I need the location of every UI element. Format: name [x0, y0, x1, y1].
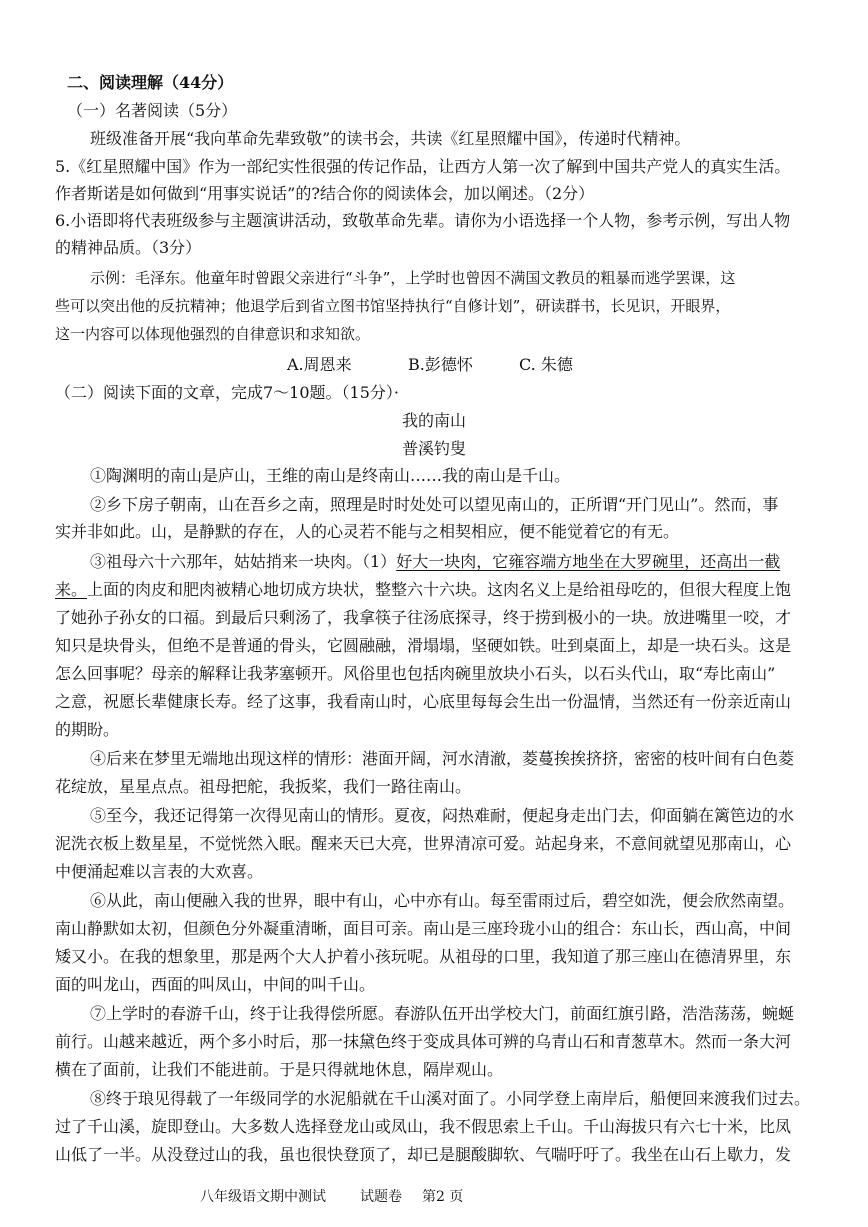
footer-page-number: 第2 页 — [422, 1189, 464, 1205]
article-title: 我的南山 — [401, 411, 466, 430]
example-line2: 些可以突出他的反抗精神；他退学后到省立图书馆坚持执行“自修计划”，研读群书，长见识，开眼界， — [55, 297, 731, 315]
article-author: 普溪钓叟 — [401, 439, 466, 458]
option-b: B.彭德怀 — [408, 355, 473, 374]
question-5-line1: 5.《红星照耀中国》作为一部纪实性很强的传记作品，让西方人第一次了解到中国共产党人的真实生活。 — [55, 157, 791, 176]
question-6-line2: 的精神品质。（3分） — [55, 238, 202, 257]
paragraph-8-line3: 山低了一半。从没登过山的我，虽也很快登顶了，却已是腿酸脚软、气喘吁吁了。我坐在山石上歇力，发 — [55, 1145, 792, 1164]
paragraph-4-line1: ④后来在梦里无端地出现这样的情形：港面开阔，河水清澈，菱蔓挨挨挤挤，密密的枝叶间有白色菱 — [90, 749, 795, 768]
paragraph-3-line2-text: 上面的肉皮和肥肉被精心地切成方块状，整整六十六块。这肉名义上是给祖母吃的，但很大程度上饱 — [87, 580, 792, 599]
option-c: C. 朱德 — [519, 355, 573, 374]
paragraph-5-line3: 中便涌起难以言表的大欢喜。 — [55, 862, 264, 881]
paragraph-5-line1: ⑤至今，我还记得第一次得见南山的情形。夏夜，闷热难耐，便起身走出门去，仰面躺在篱笆边的水 — [90, 806, 795, 825]
paragraph-3-line1 — [90, 552, 780, 572]
example-line1: 示例：毛泽东。他童年时曾跟父亲进行“斗争”，上学时也曾因不满国文教员的粗暴而逃学罢课，这 — [90, 269, 736, 287]
paragraph-6-line2: 南山静默如太初，但颜色分外凝重清晰，面目可亲。南山是三座玲珑小山的组合：东山长，西山高，中间 — [55, 919, 792, 938]
paragraph-3-line5: 怎么回事呢？母亲的解释让我茅塞顿开。风俗里也包括肉碗里放块小石头，以石头代山，取“寿比南山” — [55, 664, 776, 683]
paragraph-7-line2: 前行。山越来越近，两个多小时后，那一抹黛色终于变成具体可辨的乌青山石和青葱草木。然而一条大河 — [55, 1032, 792, 1051]
section-title: 二、阅读理解（44分） — [67, 73, 234, 92]
paragraph-3-line2 — [55, 580, 791, 600]
paragraph-3-line6: 之意，祝愿长辈健康长寿。经了这事，我看南山时，心底里每每会生出一份温情，当然还有一份亲近南山 — [55, 692, 792, 711]
paragraph-2-line1: ②乡下房子朝南，山在吾乡之南，照理是时时处处可以望见南山的，正所谓“开门见山”。然而，事 — [90, 495, 779, 514]
paragraph-4-line2: 花绽放，星星点点。祖母把舵，我扳桨，我们一路往南山。 — [55, 777, 472, 796]
question-5-line2: 作者斯诺是如何做到“用事实说话”的?结合你的阅读体会，加以阐述。（2分） — [55, 184, 595, 203]
paragraph-1: ①陶渊明的南山是庐山，王维的南山是终南山……我的南山是千山。 — [90, 466, 571, 485]
part1-title: （一）名著阅读（5分） — [67, 101, 238, 120]
part1-intro: 班级准备开展“我向革命先辈致敬”的读书会，共读《红星照耀中国》，传递时代精神。 — [90, 129, 691, 148]
example-line3: 这一内容可以体现他强烈的自律意识和求知欲。 — [55, 325, 371, 343]
paragraph-6-line1: ⑥从此，南山便融入我的世界，眼中有山，心中亦有山。每至雷雨过后，碧空如洗，便会欣然南望。 — [90, 891, 795, 910]
option-a: A.周恩来 — [287, 355, 352, 374]
paragraph-3-line4: 知只是块骨头，但绝不是普通的骨头，它圆融融，滑塌塌，坚硬如铁。吐到桌面上，却是一块石头。这是 — [55, 636, 792, 655]
part2-title: （二）阅读下面的文章，完成7～10题。（15分）· — [55, 383, 399, 402]
paragraph-7-line3: 横在了面前，让我们不能进前。于是只得就地休息，隔岸观山。 — [55, 1060, 504, 1079]
paragraph-6-line4: 面的叫龙山，西面的叫凤山，中间的叫千山。 — [55, 975, 376, 994]
footer-exam-name: 八年级语文期中测试 — [200, 1189, 326, 1205]
question-6-line1: 6.小语即将代表班级参与主题演讲活动，致敬革命先辈。请你为小语选择一个人物，参考示例，写出人物 — [55, 211, 791, 230]
underlined-sentence-1: 好大一块肉，它雍容端方地坐在大罗碗里，还高出一截 — [396, 552, 781, 571]
paragraph-2-line2: 实并非如此。山，是静默的存在，人的心灵若不能与之相契相应，便不能觉着它的有无。 — [55, 522, 680, 541]
underlined-sentence-1-end: 来。 — [55, 580, 88, 599]
paragraph-8-line1: ⑧终于琅见得载了一年级同学的水泥船就在千山溪对面了。小同学登上南岸后，船便回来渡我们过去。 — [90, 1089, 811, 1108]
paragraph-6-line3: 矮又小。在我的想象里，那是两个大人护着小孩玩呢。从祖母的口里，我知道了那三座山在德清界里，东 — [55, 947, 792, 966]
paragraph-7-line1: ⑦上学时的春游千山，终于让我得偿所愿。春游队伍开出学校大门，前面红旗引路，浩浩荡荡，蜿蜒 — [90, 1004, 795, 1023]
paragraph-8-line2: 过了千山溪，旋即登山。大多数人选择登龙山或凤山，我不假思索上千山。千山海拔只有六七十米，比凤 — [55, 1117, 792, 1136]
paragraph-5-line2: 泥洗衣板上数星星，不觉恍然入眠。醒来天已大亮，世界清凉可爱。站起身来，不意间就望见那南山，心 — [55, 834, 792, 853]
footer-paper-label: 试题卷 — [360, 1189, 402, 1205]
paragraph-3-line7: 的期盼。 — [55, 720, 120, 739]
paragraph-3-lead: ③祖母六十六那年，姑姑捎来一块肉。（1） — [90, 552, 397, 571]
paragraph-3-line3: 了她孙子孙女的口福。到最后只剩汤了，我拿筷子往汤底探寻，终于捞到极小的一块。放进嘴里一咬，才 — [55, 608, 792, 627]
